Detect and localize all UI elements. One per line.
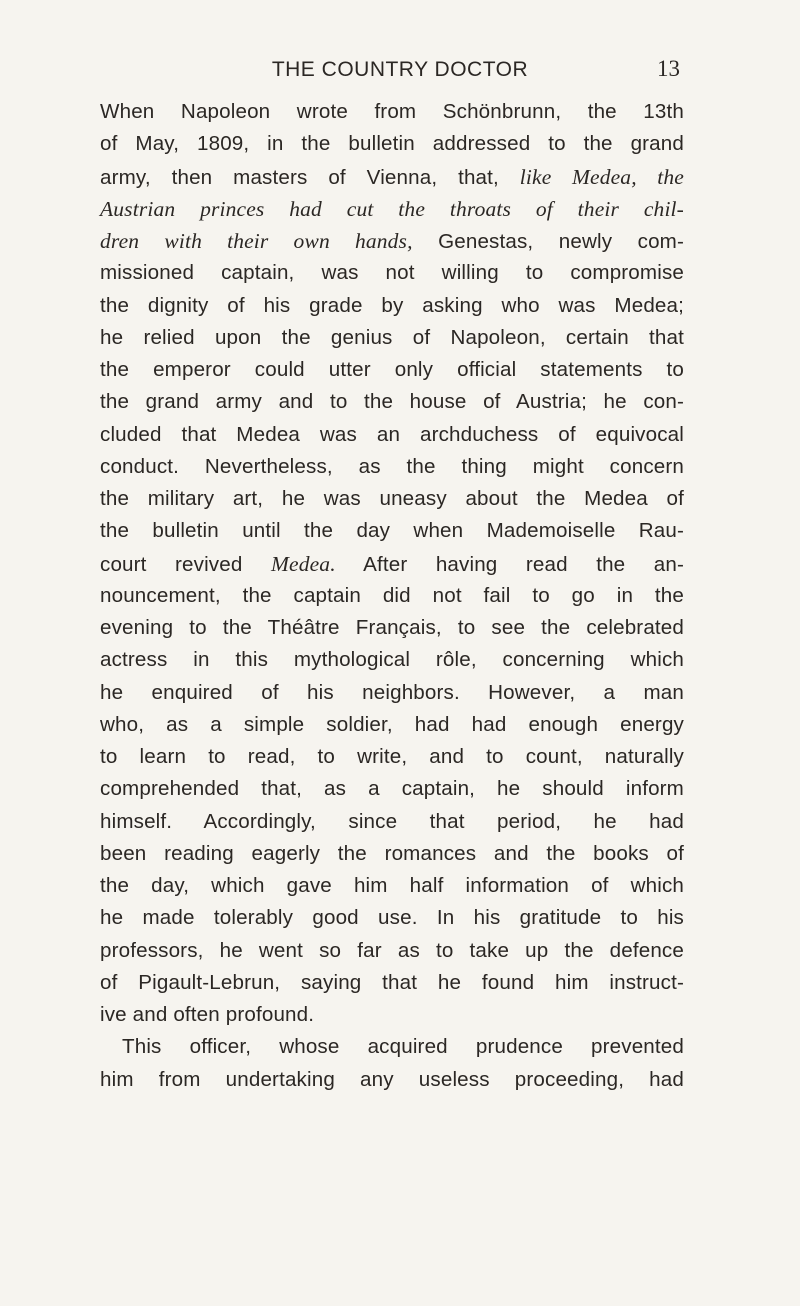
text-line — [100, 419, 684, 451]
text-segment: conduct. Nevertheless, as the thing might concern — [100, 454, 684, 478]
text-line — [100, 96, 684, 128]
text-line — [100, 322, 684, 354]
text-segment: of May, 1809, in the bulletin addressed to the grand — [100, 132, 684, 156]
text-segment: comprehended that, as a captain, he should inform — [100, 777, 684, 801]
body-text — [100, 96, 684, 1096]
text-line — [100, 709, 684, 741]
text-line — [100, 677, 684, 709]
text-line — [100, 838, 684, 870]
text-line — [100, 193, 684, 225]
text-line — [100, 515, 684, 547]
text-segment: the dignity of his grade by asking who was Medea; — [100, 293, 684, 317]
text-line — [100, 1031, 684, 1063]
text-line — [100, 902, 684, 934]
text-segment: court revived — [100, 552, 271, 576]
text-segment: been reading eagerly the romances and the books of — [100, 841, 684, 865]
text-line — [100, 257, 684, 289]
text-line — [100, 161, 684, 193]
text-segment: missioned captain, was not willing to compromise — [100, 261, 684, 285]
text-line — [100, 354, 684, 386]
text-line — [100, 1064, 684, 1096]
text-segment: to learn to read, to write, and to count, naturally — [100, 745, 684, 768]
text-segment: When Napoleon wrote from Schönbrunn, the 13th — [100, 100, 684, 123]
text-line — [100, 225, 684, 257]
text-line — [100, 773, 684, 805]
text-segment: nouncement, the captain did not fail to go in the — [100, 583, 684, 607]
text-segment: himself. Accordingly, since that period, he had — [100, 809, 684, 833]
text-line — [100, 548, 684, 580]
text-line — [100, 128, 684, 160]
text-line — [100, 580, 684, 612]
text-segment: evening to the Théâtre Français, to see the celebrated — [100, 616, 684, 639]
text-line — [100, 870, 684, 902]
text-line — [100, 806, 684, 838]
text-line — [100, 386, 684, 418]
text-segment: the emperor could utter only official statements to — [100, 358, 684, 381]
text-segment: ive and often profound. — [100, 1003, 315, 1026]
page-number: 13 — [657, 56, 680, 81]
text-segment: After having read the an- — [335, 552, 684, 576]
text-line — [100, 741, 684, 773]
text-segment: professors, he went so far as to take up the defence — [100, 938, 684, 962]
text-segment: the day, which gave him half information of which — [100, 874, 684, 897]
text-segment: who, as a simple soldier, had had enough energy — [100, 712, 684, 736]
text-line — [100, 612, 684, 644]
italic-text: Austrian princes had cut the throats of their chil- — [100, 196, 684, 221]
text-line — [100, 935, 684, 967]
text-segment: him from undertaking any useless proceeding, had — [100, 1067, 684, 1091]
running-head: THE COUNTRY DOCTOR — [271, 58, 529, 81]
text-line — [100, 483, 684, 515]
text-line — [100, 290, 684, 322]
text-segment: the grand army and to the house of Austria; he con- — [100, 390, 684, 414]
text-line — [100, 999, 684, 1031]
text-segment: the military art, he was uneasy about the Medea of — [100, 487, 684, 510]
italic-text: Medea. — [270, 551, 336, 576]
text-segment: he relied upon the genius of Napoleon, certain that — [100, 325, 684, 349]
italic-text: dren with their own hands, — [100, 229, 413, 253]
text-line — [100, 967, 684, 999]
text-segment: of Pigault-Lebrun, saying that he found him instruct- — [100, 970, 684, 994]
text-segment: the bulletin until the day when Mademoiselle Rau- — [100, 519, 684, 543]
text-line — [100, 451, 684, 483]
text-line — [100, 644, 684, 676]
text-segment: he enquired of his neighbors. However, a man — [100, 680, 684, 704]
text-segment: cluded that Medea was an archduchess of equivocal — [100, 422, 684, 446]
text-segment: This officer, whose acquired prudence prevented — [122, 1035, 684, 1059]
italic-text: like Medea, the — [519, 164, 684, 189]
text-segment: he made tolerably good use. In his gratitude to his — [100, 906, 684, 930]
text-segment: Genestas, newly com- — [412, 230, 684, 253]
text-segment: actress in this mythological rôle, concerning which — [100, 648, 684, 672]
text-segment: army, then masters of Vienna, that, — [100, 165, 520, 189]
